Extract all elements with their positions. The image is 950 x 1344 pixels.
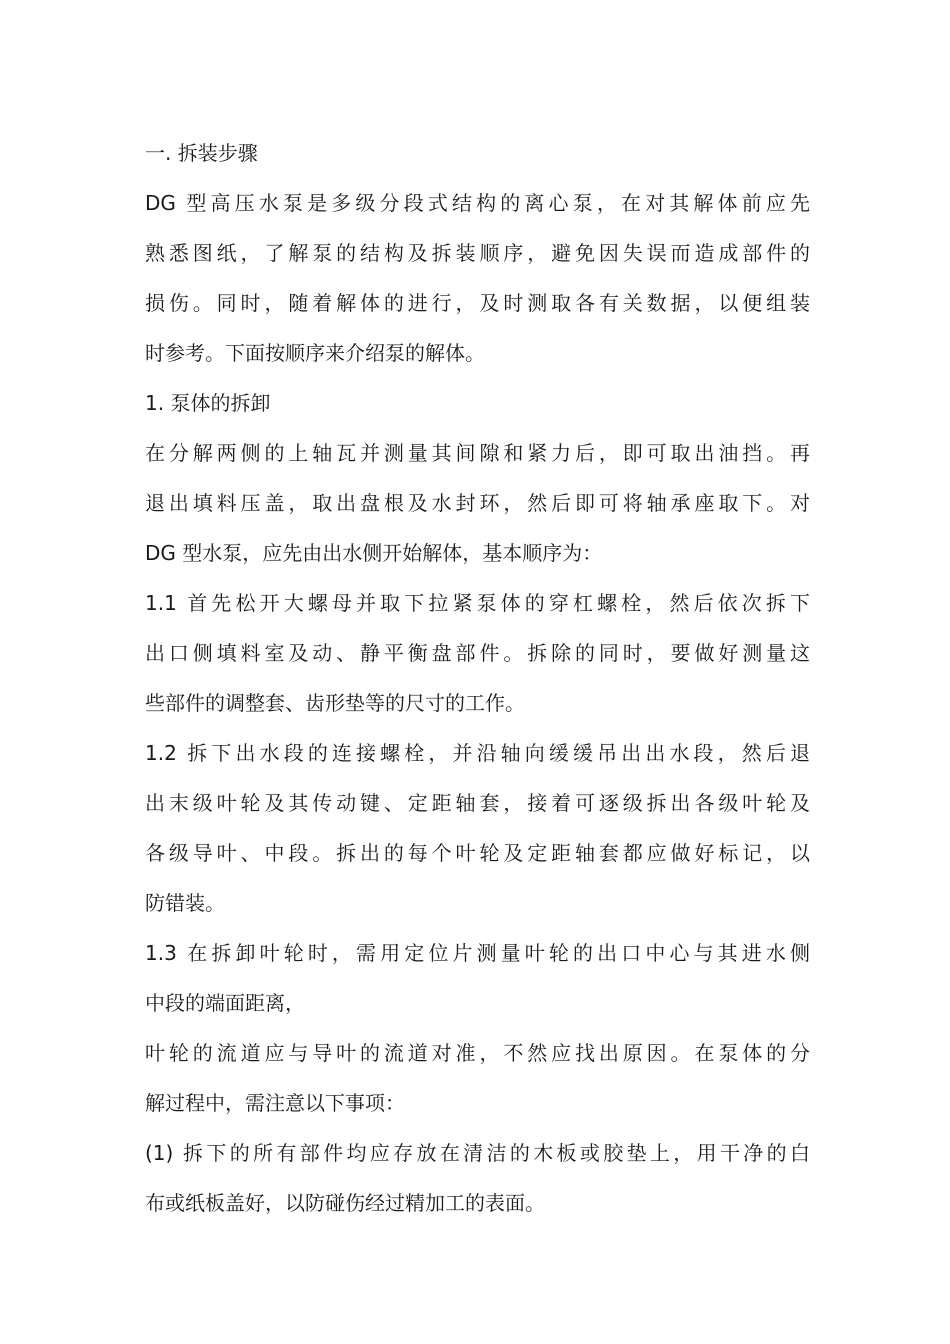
- text-line: 防错装。: [145, 891, 225, 915]
- text-line: 损伤。同时，随着解体的进行，及时测取各有关数据，以便组装: [145, 291, 810, 315]
- text-line: 些部件的调整套、齿形垫等的尺寸的工作。: [145, 691, 525, 715]
- text-line: 1.2 拆下出水段的连接螺栓，并沿轴向缓缓吊出出水段，然后退: [145, 741, 810, 765]
- text-line: 出口侧填料室及动、静平衡盘部件。拆除的同时，要做好测量这: [145, 641, 810, 665]
- text-line: 一. 拆装步骤: [145, 141, 258, 165]
- text-line: 退出填料压盖，取出盘根及水封环，然后即可将轴承座取下。对: [145, 491, 810, 515]
- text-line: 1.3 在拆卸叶轮时，需用定位片测量叶轮的出口中心与其进水侧: [145, 941, 810, 965]
- text-line: 熟悉图纸，了解泵的结构及拆装顺序，避免因失误而造成部件的: [145, 241, 810, 265]
- text-line: 布或纸板盖好，以防碰伤经过精加工的表面。: [145, 1191, 545, 1215]
- text-line: 中段的端面距离，: [145, 991, 305, 1015]
- text-line: 1. 泵体的拆卸: [145, 391, 271, 415]
- text-line: 1.1 首先松开大螺母并取下拉紧泵体的穿杠螺栓，然后依次拆下: [145, 591, 810, 615]
- text-line: 叶轮的流道应与导叶的流道对准，不然应找出原因。在泵体的分: [145, 1041, 810, 1065]
- document-body: [145, 128, 810, 1228]
- text-line: DG 型高压水泵是多级分段式结构的离心泵，在对其解体前应先: [145, 191, 810, 215]
- text-line: (1) 拆下的所有部件均应存放在清洁的木板或胶垫上，用干净的白: [145, 1141, 810, 1165]
- text-line: 出末级叶轮及其传动键、定距轴套，接着可逐级拆出各级叶轮及: [145, 791, 810, 815]
- text-line: DG 型水泵，应先由出水侧开始解体，基本顺序为：: [145, 541, 603, 565]
- text-line: 在分解两侧的上轴瓦并测量其间隙和紧力后，即可取出油挡。再: [145, 441, 810, 465]
- text-line: 解过程中，需注意以下事项：: [145, 1091, 405, 1115]
- text-line: 时参考。下面按顺序来介绍泵的解体。: [145, 341, 485, 365]
- text-line: 各级导叶、中段。拆出的每个叶轮及定距轴套都应做好标记，以: [145, 841, 810, 865]
